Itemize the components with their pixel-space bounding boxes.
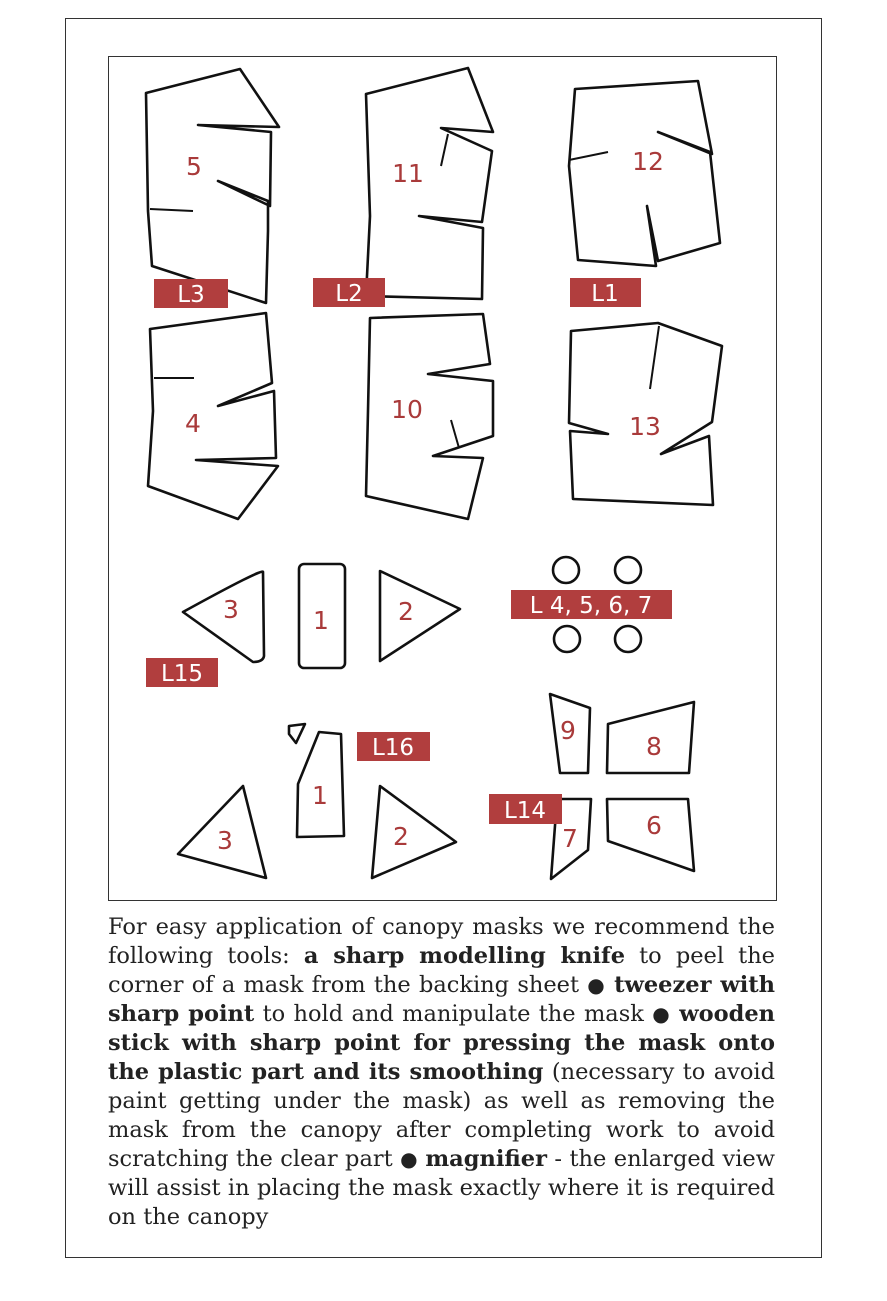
mask-number-11: 11 xyxy=(392,159,424,188)
mask-circle-2 xyxy=(615,557,641,583)
mask-number-8: 8 xyxy=(646,732,662,761)
mask-number-1b: 1 xyxy=(312,781,328,810)
mask-4 xyxy=(148,313,278,519)
tag-l4-5-6-7 xyxy=(511,590,672,619)
mask-number-12: 12 xyxy=(632,147,664,176)
mask-number-10: 10 xyxy=(391,395,423,424)
tool-knife: a sharp modelling knife xyxy=(303,943,626,969)
instructions-intro: For easy application of canopy masks we recommend the following tools: xyxy=(108,914,775,969)
mask-11 xyxy=(366,68,493,299)
mask-sliver-l16 xyxy=(289,724,305,743)
instructions-magnifier-use: - the enlarged view will assist in placing the mask exactly where it is required on the canopy xyxy=(108,1146,776,1230)
tool-wooden-stick: wooden stick with sharp point for pressing the mask onto the plastic part and its smoothing xyxy=(108,1001,775,1085)
tag-l16 xyxy=(357,732,430,761)
mask-number-5: 5 xyxy=(186,152,202,181)
tag-l14 xyxy=(489,794,562,824)
tag-l2-label: L2 xyxy=(335,281,363,307)
mask-number-2a: 2 xyxy=(398,597,414,626)
mask-2-l16 xyxy=(372,786,456,878)
mask-number-6: 6 xyxy=(646,811,662,840)
tag-l1 xyxy=(570,278,641,307)
tag-l15-label: L15 xyxy=(160,661,204,687)
instructions-text xyxy=(108,913,775,1232)
tag-l3-label: L3 xyxy=(177,282,205,308)
mask-2-l15 xyxy=(380,571,460,661)
mask-10 xyxy=(366,314,493,519)
instructions-knife-use: to peel the corner of a mask from the backing sheet xyxy=(108,943,775,998)
mask-number-3a: 3 xyxy=(223,595,239,624)
tag-l3 xyxy=(154,279,228,308)
mask-number-7: 7 xyxy=(562,824,578,853)
bullet-1: ● xyxy=(587,973,606,997)
bullet-3: ● xyxy=(400,1147,418,1171)
mask-number-3b: 3 xyxy=(217,826,233,855)
mask-number-2b: 2 xyxy=(393,822,409,851)
mask-number-9: 9 xyxy=(560,716,576,745)
mask-diagram xyxy=(108,56,777,901)
tag-l2 xyxy=(313,278,385,307)
tool-magnifier: magnifier xyxy=(425,1146,547,1172)
mask-number-1a: 1 xyxy=(313,606,329,635)
instructions-tweezer-use: to hold and manipulate the mask xyxy=(254,1001,653,1027)
bullet-2: ● xyxy=(652,1002,671,1026)
mask-number-4: 4 xyxy=(185,409,201,438)
tag-l15 xyxy=(146,658,218,687)
mask-circle-1 xyxy=(553,557,579,583)
tool-tweezer: tweezer with sharp point xyxy=(108,972,776,1027)
tag-l1-label: L1 xyxy=(591,281,619,307)
mask-circle-3 xyxy=(554,626,580,652)
mask-circle-4 xyxy=(615,626,641,652)
mask-sheet xyxy=(108,56,777,901)
tag-l16-label: L16 xyxy=(371,735,415,761)
mask-number-13: 13 xyxy=(629,412,661,441)
mask-5 xyxy=(146,69,279,303)
tag-l4567-label: L 4, 5, 6, 7 xyxy=(529,593,653,619)
tag-l14-label: L14 xyxy=(503,798,547,824)
instructions-stick-use: (necessary to avoid paint getting under the mask) as well as removing the mask from the canopy after completing work to avoid scratching the clear part xyxy=(108,1059,775,1172)
